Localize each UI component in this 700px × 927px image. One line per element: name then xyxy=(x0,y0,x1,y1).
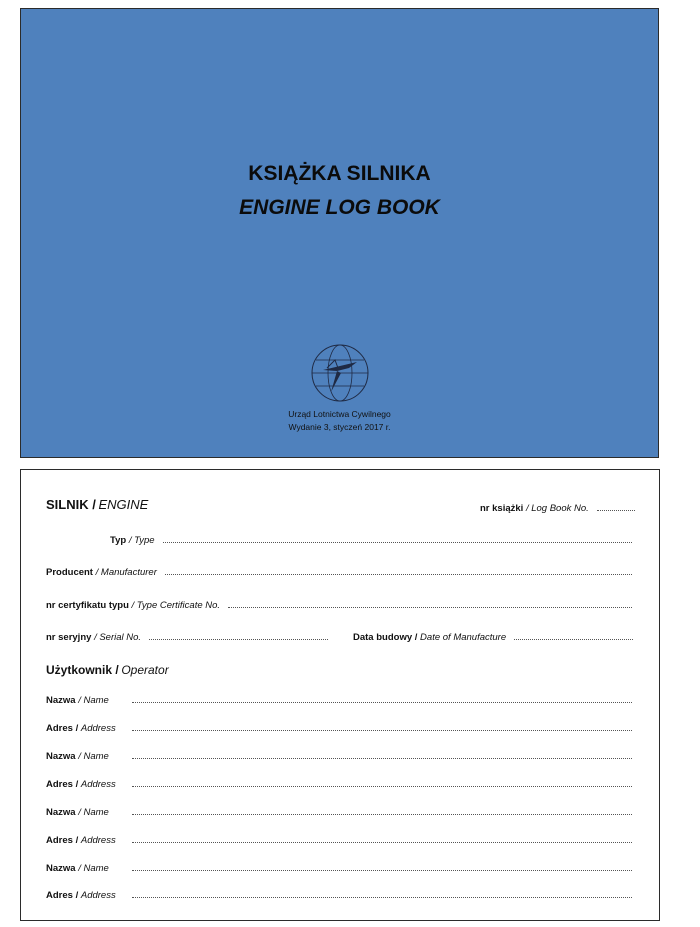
engine-form xyxy=(20,469,660,921)
manufacturer-field[interactable]: Producent / Manufacturer xyxy=(46,566,632,578)
date-of-manufacture-line[interactable] xyxy=(514,631,633,640)
operator-address-line[interactable] xyxy=(132,889,632,898)
issuer-name: Urząd Lotnictwa Cywilnego xyxy=(288,409,391,419)
type-line[interactable] xyxy=(163,534,632,543)
operator-section-heading: Użytkownik / Operator xyxy=(46,663,169,677)
serial-no-line[interactable] xyxy=(149,631,328,640)
serial-no-field[interactable]: nr seryjny / Serial No. xyxy=(46,631,328,643)
edition-info: Wydanie 3, styczeń 2017 r. xyxy=(288,422,391,432)
operator-name-field[interactable]: Nazwa / Name xyxy=(46,806,632,818)
cover-title: KSIĄŻKA SILNIKA xyxy=(248,162,431,185)
cover-subtitle: ENGINE LOG BOOK xyxy=(239,196,440,219)
operator-address-field[interactable]: Adres / Address xyxy=(46,889,632,901)
engine-section-heading: SILNIK / ENGINE xyxy=(46,497,149,512)
operator-name-line[interactable] xyxy=(132,806,632,815)
log-book-no-line[interactable] xyxy=(597,502,635,511)
operator-name-field[interactable]: Nazwa / Name xyxy=(46,750,632,762)
operator-name-line[interactable] xyxy=(132,750,632,759)
manufacturer-line[interactable] xyxy=(165,566,632,575)
operator-name-field[interactable]: Nazwa / Name xyxy=(46,862,632,874)
log-book-no-field[interactable]: nr książki / Log Book No. xyxy=(480,502,635,514)
operator-name-line[interactable] xyxy=(132,862,632,871)
ulc-globe-logo-icon xyxy=(309,342,371,404)
operator-name-field[interactable]: Nazwa / Name xyxy=(46,694,632,706)
type-certificate-field[interactable]: nr certyfikatu typu / Type Certificate No. xyxy=(46,599,632,611)
date-of-manufacture-field[interactable]: Data budowy / Date of Manufacture xyxy=(353,631,633,643)
operator-address-line[interactable] xyxy=(132,778,632,787)
operator-address-field[interactable]: Adres / Address xyxy=(46,722,632,734)
operator-name-line[interactable] xyxy=(132,694,632,703)
cover-panel xyxy=(20,8,659,458)
type-field[interactable]: Typ / Type xyxy=(110,534,632,546)
operator-address-line[interactable] xyxy=(132,722,632,731)
operator-address-field[interactable]: Adres / Address xyxy=(46,778,632,790)
type-certificate-line[interactable] xyxy=(228,599,632,608)
operator-address-line[interactable] xyxy=(132,834,632,843)
operator-address-field[interactable]: Adres / Address xyxy=(46,834,632,846)
